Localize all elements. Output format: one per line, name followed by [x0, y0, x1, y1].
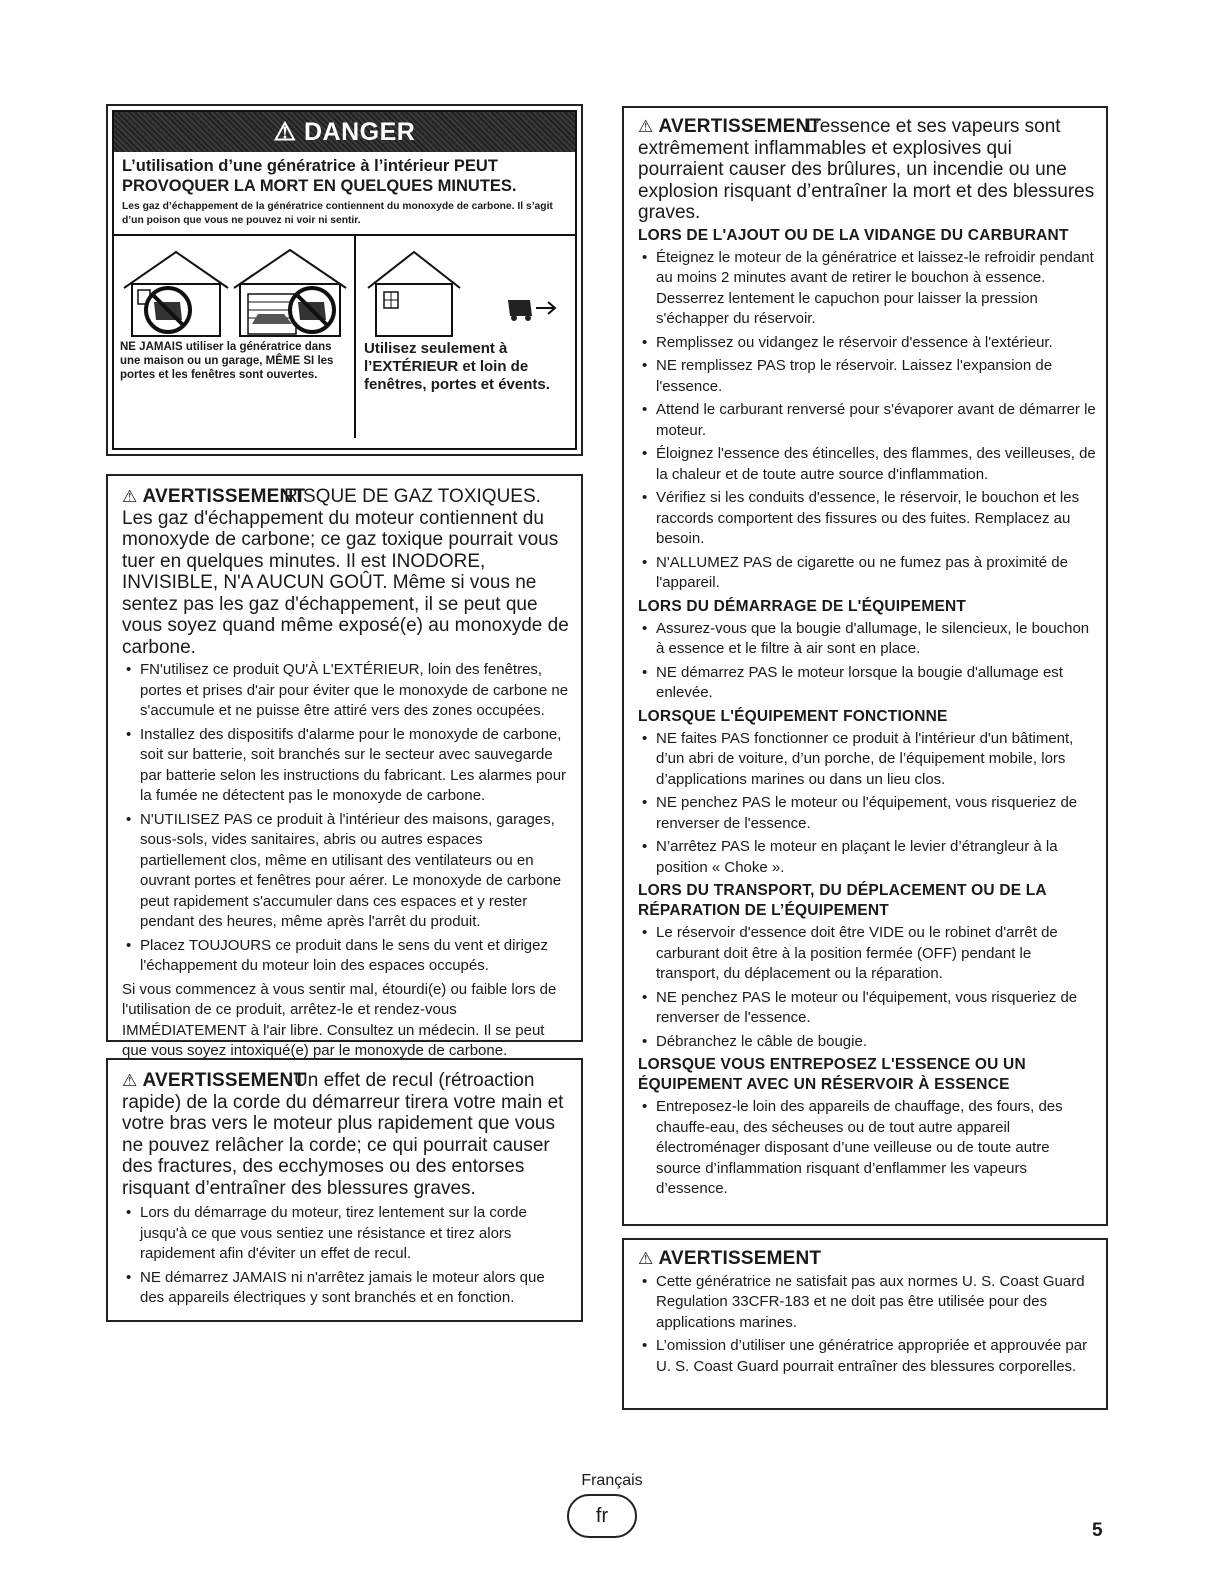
fuel-section-heading: LORS DE L'AJOUT OU DE LA VIDANGE DU CARBURANT — [638, 226, 1069, 244]
danger-subtitle: Les gaz d’échappement de la génératrice contiennent du monoxyde de carbone. Il s’agit d’un poison que vous ne pouvez ni voir ni sentir. — [114, 196, 575, 236]
page-number: 5 — [1092, 1520, 1103, 1541]
list-item: • NE penchez PAS le moteur ou l'équipement, vous risqueriez de renverser de l'essence. — [638, 793, 1096, 834]
list-item: • Éloignez l'essence des étincelles, des flammes, des veilleuses, de la chaleur et de toute autre source d'inflammation. — [638, 444, 1096, 485]
danger-title: L’utilisation d’une génératrice à l’intérieur PEUT PROVOQUER LA MORT EN QUELQUES MINUTES. — [122, 157, 517, 195]
toxic-gas-closing: Si vous commencez à vous sentir mal, étourdi(e) ou faible lors de l'utilisation de ce produit, arrêtez-le et rendez-vous IMMÉDIATEMENT à l'air libre. Consultez un médecin. Il se peut que vous soyez intoxiqué(e) par le monoxyde de carbone. — [122, 980, 557, 1059]
list-item: • NE démarrez JAMAIS ni n'arrêtez jamais le moteur alors que des appareils électriques y sont branchés et en fonction. — [122, 1268, 569, 1309]
warning-label: AVERTISSEMENT — [142, 1070, 306, 1091]
list-item: • Cette génératrice ne satisfait pas aux normes U. S. Coast Guard Regulation 33CFR-183 et ne doit pas être utilisée pour des applications marines. — [638, 1272, 1096, 1334]
warning-triangle-icon: ⚠ — [122, 1071, 138, 1090]
warning-label: AVERTISSEMENT — [142, 486, 306, 507]
recoil-intro: Un effet de recul (rétroaction rapide) de la corde du démarreur tirera votre main et votre bras vers le moteur plus rapidement que vous ne pouvez relâcher la corde; ce qui pourrait causer des fractures, des ecchymoses ou des entorses risquant d’entraîner des blessures graves. — [122, 1070, 564, 1199]
language-badge: fr — [567, 1494, 637, 1538]
indoor-prohibited-panel — [114, 236, 356, 438]
list-item: • Attend le carburant renversé pour s'évaporer avant de démarrer le moteur. — [638, 400, 1096, 441]
list-item: • NE remplissez PAS trop le réservoir. Laissez l'expansion de l'essence. — [638, 356, 1096, 397]
warning-label: AVERTISSEMENT — [658, 116, 822, 137]
fuel-section-heading: LORS DU TRANSPORT, DU DÉPLACEMENT OU DE LA RÉPARATION DE L’ÉQUIPEMENT — [638, 882, 1047, 919]
indoor-warning-caption: NE JAMAIS utiliser la génératrice dans une maison ou un garage, MÊME SI les portes et les fenêtres sont ouvertes. — [120, 341, 334, 381]
warning-label: AVERTISSEMENT — [658, 1248, 822, 1269]
fuel-intro: L’essence et ses vapeurs sont extrêmement inflammables et explosives qui pourraient causer des brûlures, un incendie ou une explosion risquant d’entraîner la mort et des blessures graves. — [638, 116, 1095, 223]
toxic-gas-intro: RISQUE DE GAZ TOXIQUES. Les gaz d'échappement du moteur contiennent du monoxyde de carbone; ce gaz toxique pourrait vous tuer en quelques minutes. Il est INODORE, INVISIBLE, N'A AUCUN GOÛT. Même si vous ne sentez pas les gaz d'échappement, il se peut que vous soyez quand même exposé(e) au monoxyde de carbone. — [122, 486, 569, 658]
outdoor-use-panel — [356, 236, 575, 438]
list-item: • Lors du démarrage du moteur, tirez lentement sur la corde jusqu'à ce que vous sentiez une résistance et tirez alors rapidement afin d'éviter un effet de recul. — [122, 1203, 569, 1265]
list-item: • N'ALLUMEZ PAS de cigarette ou ne fumez pas à proximité de l'appareil. — [638, 553, 1096, 594]
warning-triangle-icon: ⚠ — [638, 117, 654, 136]
list-item: • Placez TOUJOURS ce produit dans le sens du vent et dirigez l'échappement du moteur loin des espaces occupés. — [122, 936, 569, 977]
list-item: • Assurez-vous que la bougie d'allumage, le silencieux, le bouchon à essence et le filtre à air sont en place. — [638, 619, 1096, 660]
list-item: • Entreposez-le loin des appareils de chauffage, des fours, des chauffe-eau, des sécheuses ou de tout autre appareil électroménager disposant d’une veilleuse ou de toute autre source d’inflammation risquant d’enflammer les vapeurs d’essence. — [638, 1097, 1096, 1200]
fuel-section-list — [638, 248, 1096, 594]
list-item: • Le réservoir d'essence doit être VIDE ou le robinet d'arrêt de carburant doit être à la position fermée (OFF) pendant le transport, du déplacement ou la réparation. — [638, 923, 1096, 985]
house-generator-outside-icon — [358, 240, 583, 340]
footer-language: Français — [581, 1472, 643, 1489]
list-item: • Remplissez ou vidangez le réservoir d'essence à l'extérieur. — [638, 333, 1096, 354]
toxic-gas-list — [122, 660, 569, 977]
fuel-section-list — [638, 1097, 1096, 1200]
recoil-list — [122, 1203, 569, 1309]
fuel-section-list — [638, 619, 1096, 704]
fuel-warning — [622, 106, 1108, 1226]
fuel-section-heading: LORSQUE VOUS ENTREPOSEZ L'ESSENCE OU UN ÉQUIPEMENT AVEC UN RÉSERVOIR À ESSENCE — [638, 1056, 1026, 1093]
coast-guard-warning — [622, 1238, 1108, 1410]
list-item: • Débranchez le câble de bougie. — [638, 1032, 1096, 1053]
list-item: • Installez des dispositifs d'alarme pour le monoxyde de carbone, soit sur batterie, soit branchés sur le secteur avec sauvegarde par batterie selon les instructions du fabricant. Les alarmes pour la fumée ne détectent pas le monoxyde de carbone. — [122, 725, 569, 807]
fuel-section-list — [638, 923, 1096, 1052]
coast-guard-list — [638, 1272, 1096, 1378]
fuel-section-heading: LORS DU DÉMARRAGE DE L'ÉQUIPEMENT — [638, 597, 967, 615]
danger-label — [106, 104, 583, 456]
list-item: • N’arrêtez PAS le moteur en plaçant le levier d’étrangleur à la position « Choke ». — [638, 837, 1096, 878]
list-item: • N'UTILISEZ PAS ce produit à l'intérieur des maisons, garages, sous-sols, vides sanitaires, abris ou autres espaces partiellement clos, même en utilisant des ventilateurs ou en ouvrant portes et fenêtres pour aérer. Le monoxyde de carbone peut rapidement s'accumuler dans ces espaces et y rester pendant des heures, même après l'arrêt du produit. — [122, 810, 569, 933]
warning-triangle-icon: ⚠ — [638, 1249, 654, 1268]
fuel-section-heading: LORSQUE L'ÉQUIPEMENT FONCTIONNE — [638, 707, 948, 725]
list-item: • Vérifiez si les conduits d'essence, le réservoir, le bouchon et les raccords comportent des fissures ou des fuites. Remplacez au besoin. — [638, 488, 1096, 550]
toxic-gas-warning — [106, 474, 583, 1059]
outdoor-use-caption: Utilisez seulement à l’EXTÉRIEUR et loin de fenêtres, portes et évents. — [364, 340, 550, 393]
danger-header: ⚠ DANGER — [114, 112, 575, 152]
list-item: • NE penchez PAS le moteur ou l'équipement, vous risqueriez de renverser de l'essence. — [638, 988, 1096, 1029]
warning-triangle-icon: ⚠ — [122, 487, 138, 506]
fuel-section-list — [638, 729, 1096, 879]
list-item: • NE faites PAS fonctionner ce produit à l'intérieur d'un bâtiment, d’un abri de voiture, d’un porche, de l’équipement mobile, lors d’applications marines ou dans un lieu clos. — [638, 729, 1096, 791]
recoil-warning — [106, 1058, 583, 1322]
list-item: • FN'utilisez ce produit QU'À L'EXTÉRIEUR, loin des fenêtres, portes et prises d'air pour éviter que le monoxyde de carbone ne s'accumule et ne puisse être attiré vers des zones occupées. — [122, 660, 569, 722]
house-no-generator-icon — [116, 240, 352, 340]
list-item: • L’omission d’utiliser une génératrice appropriée et approuvée par U. S. Coast Guard pourrait entraîner des blessures corporelles. — [638, 1336, 1096, 1377]
list-item: • Éteignez le moteur de la génératrice et laissez-le refroidir pendant au moins 2 minutes avant de retirer le bouchon à essence. Desserrez lentement le capuchon pour laisser la pression s'échapper du réservoir. — [638, 248, 1096, 330]
list-item: • NE démarrez PAS le moteur lorsque la bougie d'allumage est enlevée. — [638, 663, 1096, 704]
